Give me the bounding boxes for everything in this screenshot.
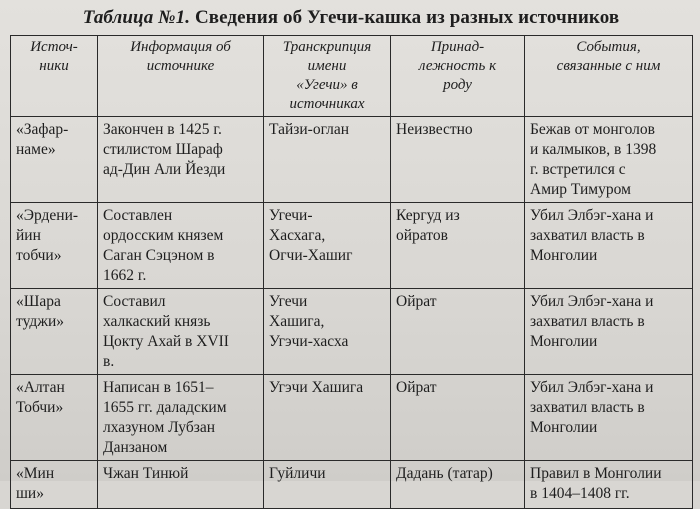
cell-line: Огчи-Хашиг (269, 247, 353, 264)
cell-events (525, 203, 693, 289)
header-line: связанные с ним (556, 58, 661, 74)
cell-source (11, 461, 98, 509)
sources-table (10, 35, 693, 509)
cell-line: Чжан Тинюй (103, 465, 189, 482)
cell-clan (391, 117, 525, 203)
cell-line: Ойрат (396, 379, 437, 396)
cell-line: туджи» (16, 313, 64, 330)
header-line: лежность к (418, 58, 497, 74)
cell-line: Ойрат (396, 293, 437, 310)
header-line: имени (307, 58, 347, 74)
cell-line: в 1404–1408 гг. (530, 485, 630, 502)
cell-line: Тайзи-оглан (269, 121, 350, 138)
cell-line: Угэчи-хасха (269, 333, 349, 350)
cell-line: Амир Тимуром (530, 181, 631, 198)
header-sources (11, 36, 98, 117)
cell-line: Хасхага, (269, 227, 326, 244)
header-line: роду (443, 77, 472, 93)
cell-source (11, 203, 98, 289)
table-caption-text: Сведения об Угечи-кашка из разных источников (190, 7, 620, 28)
cell-clan (391, 375, 525, 461)
table-row (11, 117, 693, 203)
cell-line: Составил (103, 293, 166, 310)
cell-line: Составлен (103, 207, 173, 224)
header-transcription (264, 36, 391, 117)
cell-events (525, 375, 693, 461)
cell-transcription (264, 461, 391, 509)
cell-transcription (264, 117, 391, 203)
cell-source-info (98, 117, 264, 203)
cell-source (11, 117, 98, 203)
cell-source (11, 375, 98, 461)
cell-line: Убил Элбэг-хана и (530, 379, 654, 396)
header-line: источниках (289, 96, 365, 112)
cell-source (11, 289, 98, 375)
cell-line: лхазуном Лубзан (103, 419, 215, 436)
cell-line: захватил власть в (530, 399, 645, 416)
header-line: Принад- (430, 39, 485, 55)
cell-line: Написан в 1651– (103, 379, 214, 396)
cell-line: 1655 гг. даладским (103, 399, 227, 416)
cell-source-info (98, 289, 264, 375)
header-line: Источ- (30, 39, 78, 55)
cell-line: ши» (16, 485, 44, 502)
cell-line: Угэчи Хашига (269, 379, 364, 396)
cell-clan (391, 289, 525, 375)
cell-line: Саган Сэцэном в (103, 247, 215, 264)
cell-line: захватил власть в (530, 227, 645, 244)
cell-line: стилистом Шараф (103, 141, 223, 158)
header-line: Информация об (130, 39, 231, 55)
cell-transcription (264, 289, 391, 375)
cell-line: Правил в Монголии (530, 465, 662, 482)
cell-line: Убил Элбэг-хана и (530, 293, 654, 310)
cell-line: «Мин (16, 465, 55, 482)
cell-line: ад-Дин Али Йезди (103, 161, 226, 178)
header-clan (391, 36, 525, 117)
cell-line: халкаский князь (103, 313, 211, 330)
cell-line: 1662 г. (103, 267, 147, 284)
cell-line: и калмыков, в 1398 (530, 141, 657, 158)
cell-line: «Эрдени- (16, 207, 79, 224)
table-caption-label: Таблица №1. (82, 7, 191, 28)
cell-line: Неизвестно (396, 121, 473, 138)
cell-line: Кергуд из (396, 207, 460, 224)
table-row (11, 375, 693, 461)
cell-line: «Шара (16, 293, 61, 310)
cell-line: ойратов (396, 227, 448, 244)
cell-transcription (264, 375, 391, 461)
cell-source-info (98, 375, 264, 461)
cell-line: Угечи (269, 293, 308, 310)
cell-line: в. (103, 353, 115, 370)
table-row (11, 203, 693, 289)
cell-line: Угечи- (269, 207, 313, 224)
cell-line: Данзаном (103, 439, 168, 456)
cell-line: Монголии (530, 247, 598, 264)
cell-line: «Зафар- (16, 121, 69, 138)
header-line: ники (39, 58, 69, 74)
cell-line: г. встретился с (530, 161, 626, 178)
table-header-row (11, 36, 693, 117)
cell-line: ордосским князем (103, 227, 224, 244)
cell-events (525, 117, 693, 203)
cell-line: захватил власть в (530, 313, 645, 330)
cell-line: тобчи» (16, 247, 62, 264)
header-line: Транскрипция (282, 39, 372, 55)
cell-line: Гуйличи (269, 465, 326, 482)
header-source-info (98, 36, 264, 117)
cell-source-info (98, 203, 264, 289)
header-line: источнике (146, 58, 215, 74)
table-row (11, 461, 693, 509)
cell-events (525, 461, 693, 509)
table-caption (10, 6, 692, 30)
cell-line: Тобчи» (16, 399, 64, 416)
cell-line: Монголии (530, 419, 598, 436)
header-line: События, (576, 39, 641, 55)
cell-line: Хашига, (269, 313, 325, 330)
cell-line: Убил Элбэг-хана и (530, 207, 654, 224)
cell-line: Цокту Ахай в XVII (103, 333, 229, 350)
cell-line: йин (16, 227, 41, 244)
header-events (525, 36, 693, 117)
table-row (11, 289, 693, 375)
cell-line: Бежав от монголов (530, 121, 655, 138)
cell-transcription (264, 203, 391, 289)
cell-source-info (98, 461, 264, 509)
cell-line: «Алтан (16, 379, 65, 396)
cell-line: наме» (16, 141, 56, 158)
header-line: «Угечи» в (296, 77, 358, 93)
cell-events (525, 289, 693, 375)
cell-clan (391, 461, 525, 509)
cell-line: Закончен в 1425 г. (103, 121, 222, 138)
cell-line: Дадань (татар) (396, 465, 493, 482)
cell-line: Монголии (530, 333, 598, 350)
cell-clan (391, 203, 525, 289)
